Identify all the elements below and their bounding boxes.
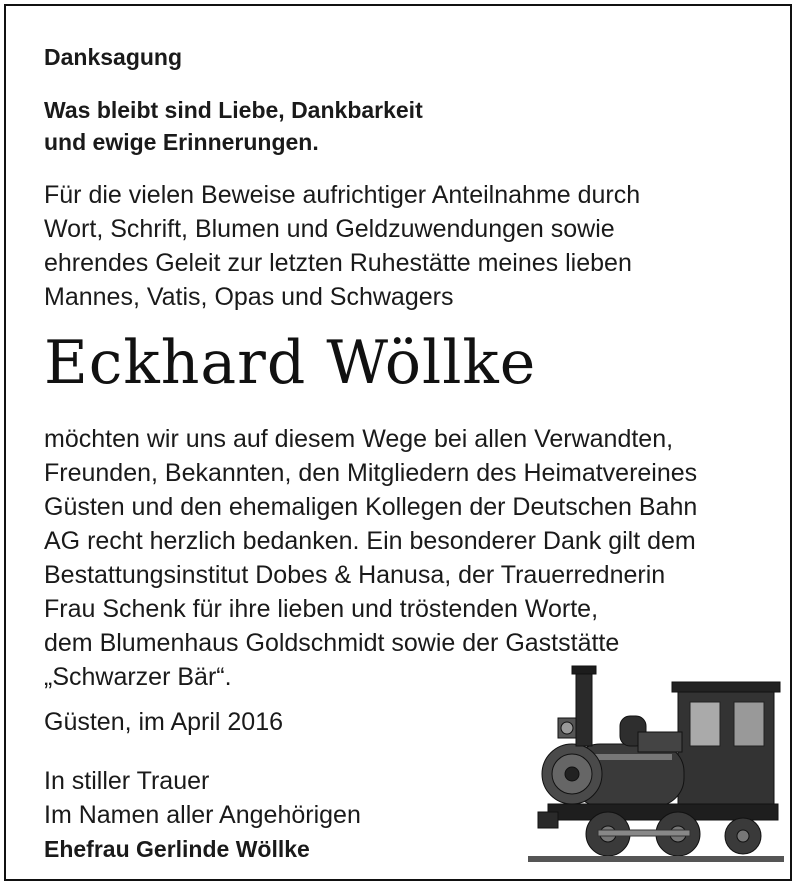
intro-line: Wort, Schrift, Blumen und Geldzuwendungen sowie [44, 215, 615, 243]
intro-line: ehrendes Geleit zur letzten Ruhestätte meines lieben [44, 249, 632, 277]
body-line: Frau Schenk für ihre lieben und tröstenden Worte, [44, 595, 599, 623]
motto [44, 94, 423, 158]
motto-line: und ewige Erinnerungen. [44, 129, 319, 155]
body-line: AG recht herzlich bedanken. Ein besonderer Dank gilt dem [44, 527, 696, 555]
deceased-name: Eckhard Wöllke [44, 328, 537, 398]
steam-locomotive-image [528, 658, 784, 870]
intro-text [44, 178, 640, 314]
body-text [44, 422, 697, 694]
body-line: dem Blumenhaus Goldschmidt sowie der Gaststätte [44, 629, 620, 657]
closing-line: Im Namen aller Angehörigen [44, 801, 361, 829]
obituary-card [4, 4, 792, 881]
body-line: Freunden, Bekannten, den Mitgliedern des Heimatvereines [44, 459, 698, 487]
motto-line: Was bleibt sind Liebe, Dankbarkeit [44, 97, 423, 123]
body-line: Bestattungsinstitut Dobes & Hanusa, der Trauerrednerin [44, 561, 666, 589]
signature: Ehefrau Gerlinde Wöllke [44, 836, 310, 862]
intro-line: Mannes, Vatis, Opas und Schwagers [44, 283, 454, 311]
body-line: möchten wir uns auf diesem Wege bei allen Verwandten, [44, 425, 674, 453]
closing-line: In stiller Trauer [44, 767, 210, 795]
intro-line: Für die vielen Beweise aufrichtiger Anteilnahme durch [44, 181, 641, 209]
body-line: „Schwarzer Bär“. [44, 663, 232, 691]
closing-block [44, 764, 361, 866]
heading: Danksagung [44, 44, 183, 70]
body-line: Güsten und den ehemaligen Kollegen der Deutschen Bahn [44, 493, 698, 521]
place-date: Güsten, im April 2016 [44, 708, 284, 736]
